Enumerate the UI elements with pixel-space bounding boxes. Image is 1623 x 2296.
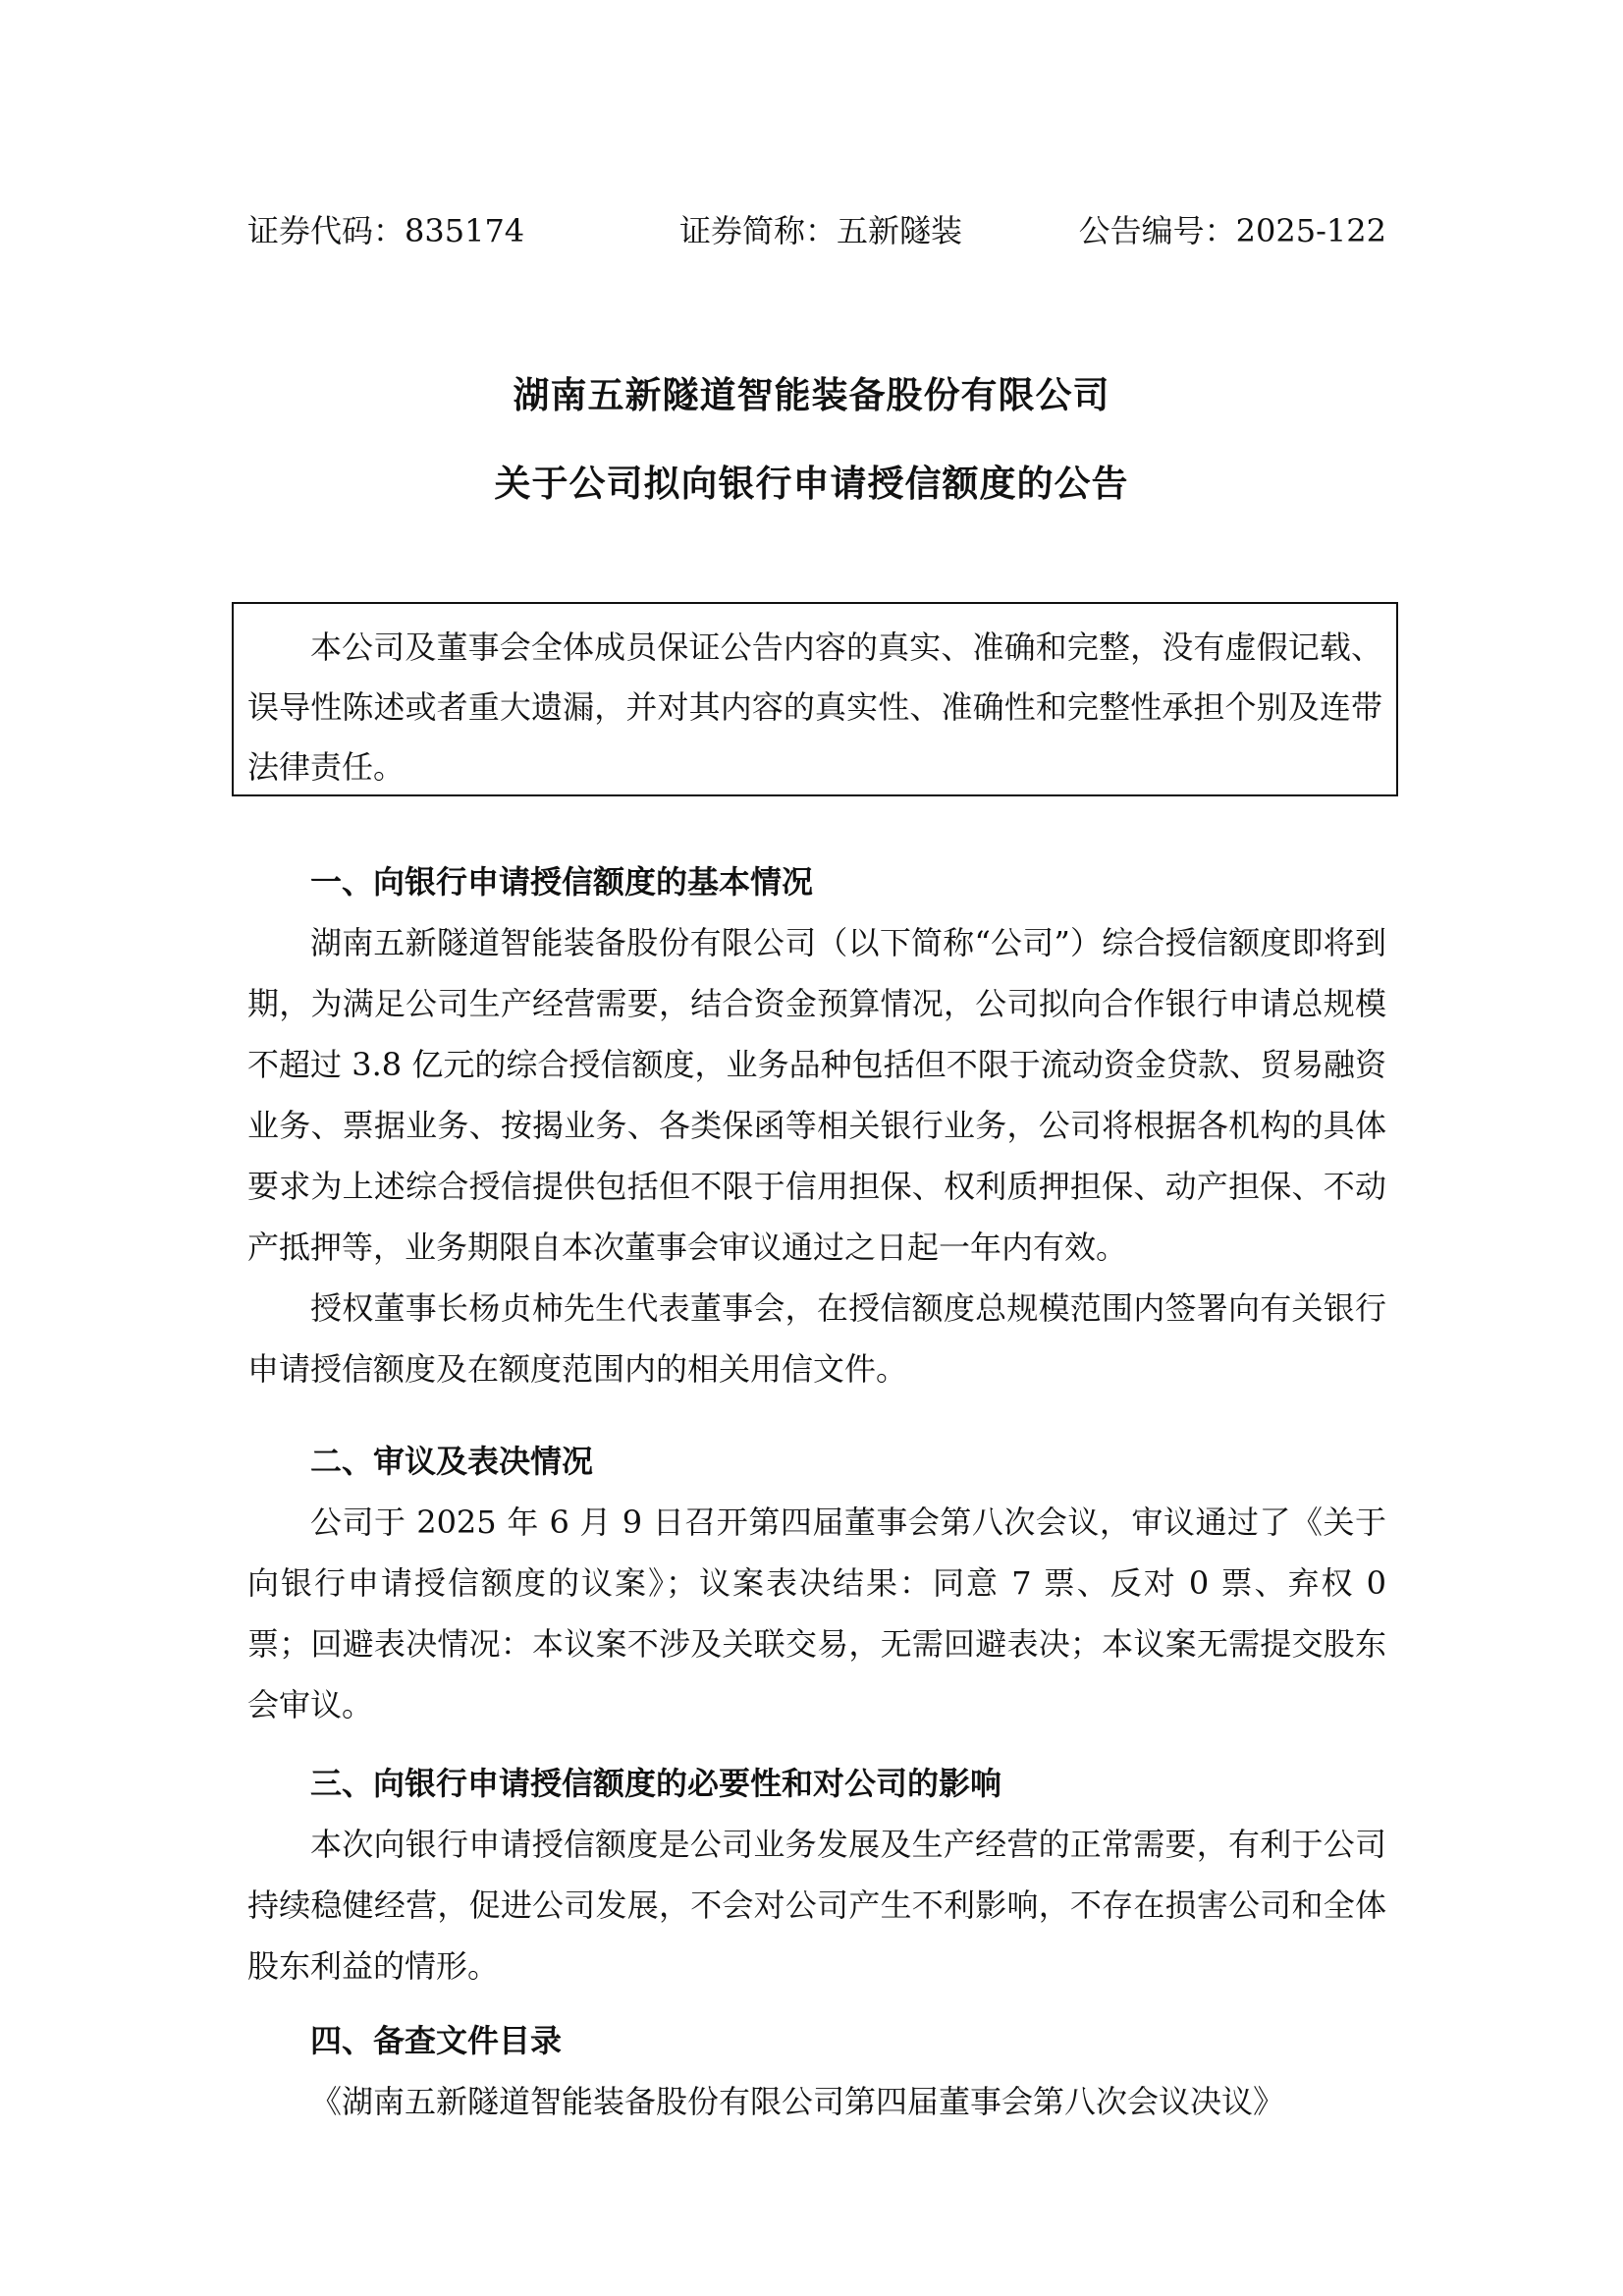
reference-document-item: 《湖南五新隧道智能装备股份有限公司第四届董事会第八次会议决议》 bbox=[310, 2083, 1285, 2120]
section-basic-info bbox=[247, 851, 1386, 1399]
section-heading-1: 一、向银行申请授信额度的基本情况 bbox=[310, 863, 814, 901]
section-2-paragraph-1: 公司于 2025 年 6 月 9 日召开第四届董事会第八次会议，审议通过了《关于向银行申请授信额度的议案》；议案表决结果：同意 7 票、反对 0 票、弃权 0 票；回避表决情况：本议案不涉及关联交易，无需回避表决；本议案无需提交股东会审议。 bbox=[247, 1503, 1386, 1723]
section-heading-4: 四、备查文件目录 bbox=[310, 2022, 563, 2059]
announcement-header bbox=[247, 206, 1386, 255]
board-guarantee-notice: 本公司及董事会全体成员保证公告内容的真实、准确和完整，没有虚假记载、误导性陈述或者重大遗漏，并对其内容的真实性、准确性和完整性承担个别及连带法律责任。 bbox=[232, 602, 1398, 796]
section-reference-documents bbox=[247, 2010, 1386, 2132]
company-name-title: 湖南五新隧道智能装备股份有限公司 bbox=[513, 374, 1110, 416]
announcement-number: 公告编号：2025-122 bbox=[1078, 212, 1386, 249]
security-abbreviation: 证券简称：五新隧装 bbox=[679, 212, 963, 249]
section-necessity-impact bbox=[247, 1753, 1386, 1996]
section-3-paragraph-1: 本次向银行申请授信额度是公司业务发展及生产经营的正常需要，有利于公司持续稳健经营，促进公司发展，不会对公司产生不利影响，不存在损害公司和全体股东利益的情形。 bbox=[247, 1826, 1386, 1985]
section-1-paragraph-2: 授权董事长杨贞柿先生代表董事会，在授信额度总规模范围内签署向有关银行申请授信额度及在额度范围内的相关用信文件。 bbox=[247, 1289, 1386, 1388]
section-heading-3: 三、向银行申请授信额度的必要性和对公司的影响 bbox=[310, 1765, 1002, 1802]
announcement-title: 关于公司拟向银行申请授信额度的公告 bbox=[494, 463, 1129, 505]
section-review-voting bbox=[247, 1431, 1386, 1735]
section-1-paragraph-1: 湖南五新隧道智能装备股份有限公司（以下简称“公司”）综合授信额度即将到期，为满足公司生产经营需要，结合资金预算情况，公司拟向合作银行申请总规模不超过 3.8 亿元的综合授信额度，业务品种包括但不限于流动资金贷款、贸易融资业务、票据业务、按揭业务、各类保函等相关银行业务，公司将根据各机构的具体要求为上述综合授信提供包括但不限于信用担保、权利质押担保、动产担保、不动产抵押等，业务期限自本次董事会审议通过之日起一年内有效。 bbox=[247, 924, 1386, 1266]
section-heading-2: 二、审议及表决情况 bbox=[310, 1443, 594, 1480]
security-code: 证券代码：835174 bbox=[247, 212, 525, 249]
